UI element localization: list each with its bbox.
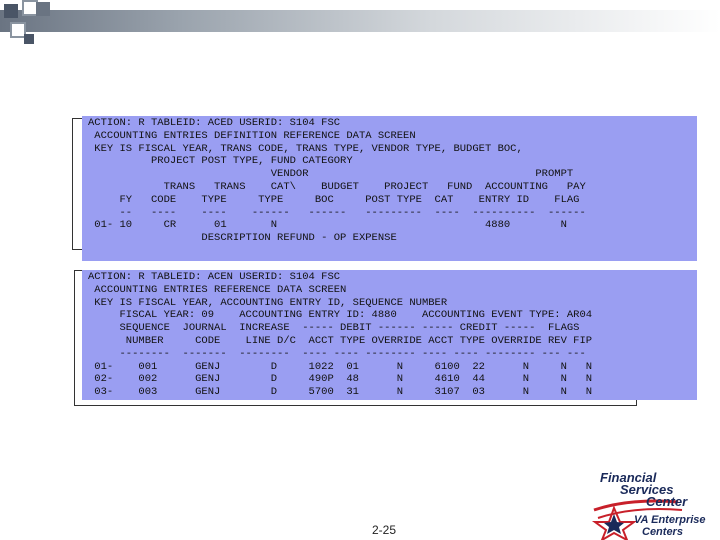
logo-text-services: Services <box>620 482 674 497</box>
logo-text-va-enterprise: VA Enterprise <box>634 514 706 526</box>
screen-line: SEQUENCE JOURNAL INCREASE ----- DEBIT ------ ----- CREDIT ----- FLAGS <box>88 322 580 335</box>
screen-line: 01- 10 CR 01 N 4880 N <box>88 219 567 232</box>
screen-line: 02- 002 GENJ D 490P 48 N 4610 44 N N N <box>88 373 593 386</box>
logo-text-centers: Centers <box>642 526 683 538</box>
screen-line: KEY IS FISCAL YEAR, ACCOUNTING ENTRY ID, SEQUENCE NUMBER <box>88 296 448 309</box>
screen-line: -- ---- ---- ------ ------ --------- ---- ---------- ------ <box>88 206 586 219</box>
acen-screen-text <box>82 270 697 399</box>
screen-line: 01- 001 GENJ D 1022 01 N 6100 22 N N N <box>88 360 593 373</box>
screen-line: FISCAL YEAR: 09 ACCOUNTING ENTRY ID: 4880 ACCOUNTING EVENT TYPE: AR04 <box>88 309 593 322</box>
screen-line: -------- ------- -------- ---- ---- -------- ---- ---- -------- --- --- <box>88 347 586 360</box>
screen-line: KEY IS FISCAL YEAR, TRANS CODE, TRANS TYPE, VENDOR TYPE, BUDGET BOC, <box>88 142 523 155</box>
screen-line: ACCOUNTING ENTRIES DEFINITION REFERENCE DATA SCREEN <box>88 129 416 142</box>
screen-line: NUMBER CODE LINE D/C ACCT TYPE OVERRIDE ACCT TYPE OVERRIDE REV FIP <box>88 334 593 347</box>
header-decoration-bar <box>0 10 720 32</box>
screen-line: TRANS TRANS CAT\ BUDGET PROJECT FUND ACCOUNTING PAY <box>88 180 586 193</box>
screen-line: PROJECT POST TYPE, FUND CATEGORY <box>88 155 353 168</box>
screen-line: VENDOR PROMPT <box>88 168 574 181</box>
screen-line: ACTION: R TABLEID: ACED USERID: S104 FSC <box>88 117 341 129</box>
screen-line: ACTION: R TABLEID: ACEN USERID: S104 FSC <box>88 271 341 283</box>
logo-text-financial: Financial <box>600 470 657 485</box>
screen-line: DESCRIPTION REFUND - OP EXPENSE <box>88 232 397 245</box>
decorative-square <box>4 4 18 18</box>
screen-line: FY CODE TYPE TYPE BOC POST TYPE CAT ENTRY ID FLAG <box>88 193 580 206</box>
page-number: 2-25 <box>372 523 397 537</box>
logo-text-center: Center <box>646 494 688 509</box>
aced-screen <box>82 116 697 261</box>
decorative-square <box>24 34 34 44</box>
financial-services-center-logo <box>590 468 720 540</box>
screen-line: ACCOUNTING ENTRIES REFERENCE DATA SCREEN <box>88 283 347 296</box>
screen-line: 03- 003 GENJ D 5700 31 N 3107 03 N N N <box>88 386 593 399</box>
acen-screen <box>82 270 697 400</box>
aced-screen-text <box>82 116 697 245</box>
decorative-square <box>36 2 50 16</box>
